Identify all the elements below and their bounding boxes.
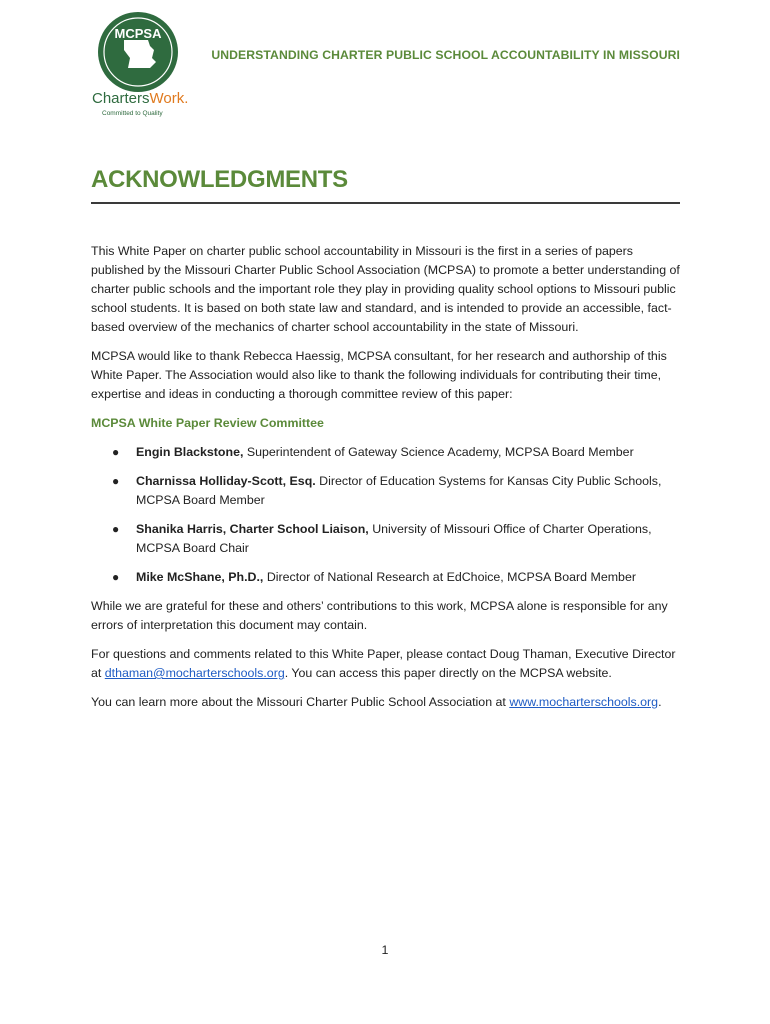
svg-text:MCPSA: MCPSA <box>114 26 162 41</box>
website-link[interactable]: www.mocharterschools.org <box>509 695 659 709</box>
member-name: Charnissa Holliday-Scott, Esq. <box>136 474 316 488</box>
committee-list <box>91 443 683 587</box>
member-name: Mike McShane, Ph.D., <box>136 570 264 584</box>
list-item <box>91 472 683 510</box>
intro-paragraph: This White Paper on charter public school accountability in Missouri is the first in a series of papers published by the Missouri Charter Public School Association (MCPSA) to promote a better understanding of charter public schools and the important role they play in providing quality school options to Missouri public school students. It is based on both state law and standard, and is intended to provide an accessible, fact-based overview of the mechanics of charter school accountability in the state of Missouri. <box>91 244 680 334</box>
member-role: Superintendent of Gateway Science Academy, MCPSA Board Member <box>243 445 634 459</box>
bullet-icon: ● <box>112 522 120 536</box>
list-item <box>91 568 683 587</box>
document-body <box>91 242 683 722</box>
title-divider <box>91 202 680 204</box>
bullet-icon: ● <box>112 474 120 488</box>
thanks-paragraph: MCPSA would like to thank Rebecca Haessig, MCPSA consultant, for her research and authorship of this White Paper. The Association would also like to thank the following individuals for contributing their time, expertise and ideas in conducting a thorough committee review of this paper: <box>91 349 667 401</box>
committee-heading: MCPSA White Paper Review Committee <box>91 416 324 430</box>
mcpsa-logo <box>88 10 188 120</box>
page-title: ACKNOWLEDGMENTS <box>91 166 348 193</box>
disclaimer-paragraph: While we are grateful for these and others’ contributions to this work, MCPSA alone is responsible for any errors of interpretation this document may contain. <box>91 599 668 632</box>
page-number: 1 <box>381 943 389 957</box>
list-item <box>91 520 683 558</box>
member-role: Director of Education Systems for Kansas City Public Schools, MCPSA Board Member <box>136 474 662 507</box>
contact-paragraph: For questions and comments related to this White Paper, please contact Doug Thaman, Executive Director at dthaman@mocharterschools.org. You can access this paper directly on the MCPSA website. <box>91 647 676 680</box>
email-link[interactable]: dthaman@mocharterschools.org <box>104 666 285 680</box>
list-item <box>91 443 683 462</box>
member-name: Shanika Harris, Charter School Liaison, <box>136 522 369 536</box>
member-role: Director of National Research at EdChoice, MCPSA Board Member <box>263 570 636 584</box>
svg-text:Committed to Quality: Committed to Quality <box>102 110 163 117</box>
member-name: Engin Blackstone, <box>136 445 244 459</box>
running-header: UNDERSTANDING CHARTER PUBLIC SCHOOL ACCOUNTABILITY IN MISSOURI <box>211 48 680 62</box>
website-paragraph: You can learn more about the Missouri Charter Public School Association at www.mocharterschools.org. <box>91 695 662 709</box>
svg-text:ChartersWork.: ChartersWork. <box>92 90 188 107</box>
bullet-icon: ● <box>112 445 120 459</box>
member-role: University of Missouri Office of Charter Operations, MCPSA Board Chair <box>136 522 652 555</box>
bullet-icon: ● <box>112 570 120 584</box>
